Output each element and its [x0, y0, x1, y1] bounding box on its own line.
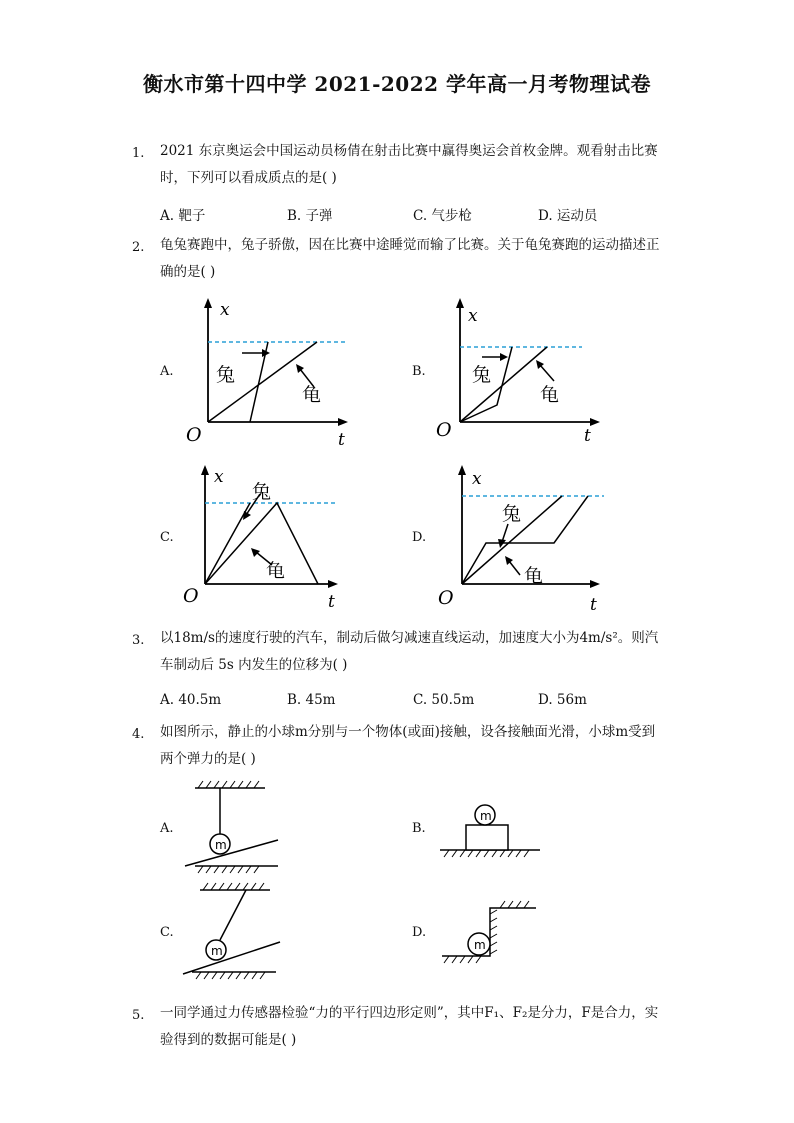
x-axis-arrow	[328, 580, 338, 588]
incline	[185, 840, 278, 866]
turtle-line	[205, 503, 318, 584]
ground-hatch	[196, 972, 265, 979]
y-axis-label: x	[220, 300, 230, 320]
turtle-label: 龟	[524, 565, 544, 587]
q4-label-c: C.	[160, 925, 174, 940]
q3-option-a: A. 40.5m	[160, 692, 222, 708]
y-axis-label: x	[468, 306, 478, 326]
turtle-label: 龟	[540, 384, 560, 406]
rabbit-pointer-arrow	[502, 524, 508, 542]
y-axis-arrow	[204, 298, 212, 308]
q2-graph-d	[432, 460, 612, 615]
block	[466, 825, 508, 850]
turtle-pointer-arrow	[540, 365, 554, 381]
q4-label-b: B.	[412, 821, 426, 836]
q3-option-b: B. 45m	[287, 692, 336, 708]
q4-label-d: D.	[412, 925, 427, 940]
q1-option-b: B. 子弹	[287, 208, 333, 224]
origin-label: O	[186, 424, 202, 446]
turtle-pointer-arrow	[509, 561, 520, 575]
q2-graph-a	[180, 295, 360, 450]
origin-label: O	[438, 587, 454, 609]
q3-option-c: C. 50.5m	[413, 692, 475, 708]
origin-label: O	[183, 585, 199, 607]
q2-label-c: C.	[160, 530, 174, 545]
q1-text: 2021 东京奥运会中国运动员杨倩在射击比赛中赢得奥运会首枚金牌。观看射击比赛时，下列可以看成质点的是( )	[160, 143, 658, 186]
ball-label: m	[211, 944, 223, 958]
q1-option-d: D. 运动员	[538, 208, 598, 224]
q4-figure-d	[436, 900, 546, 970]
ground-hatch	[198, 866, 259, 873]
q2-graph-c	[180, 460, 360, 615]
q1-option-a: A. 靶子	[160, 208, 206, 224]
rabbit-line	[205, 503, 250, 584]
turtle-label: 龟	[302, 384, 322, 406]
turtle-pointer-head	[251, 548, 260, 557]
x-axis-label: t	[584, 426, 591, 446]
x-axis-arrow	[338, 418, 348, 426]
rabbit-label: 兔	[216, 364, 236, 386]
y-axis-label: x	[472, 469, 482, 489]
x-axis-label: t	[338, 430, 345, 450]
y-axis-arrow	[201, 465, 209, 475]
q4-text: 如图所示，静止的小球m分别与一个物体(或面)接触，设各接触面光滑，小球m受到两个弹力的是( )	[160, 724, 656, 767]
q3-number: 3.	[132, 633, 145, 648]
x-axis-arrow	[590, 580, 600, 588]
q2-label-d: D.	[412, 530, 427, 545]
ground-hatch	[444, 956, 481, 963]
turtle-label: 龟	[266, 560, 286, 582]
ball-label: m	[215, 838, 227, 852]
ceiling-hatch	[203, 883, 264, 890]
x-axis-label: t	[328, 592, 335, 612]
y-axis-arrow	[456, 298, 464, 308]
rabbit-label: 兔	[472, 364, 492, 386]
rabbit-label: 兔	[502, 503, 522, 525]
q2-number: 2.	[132, 240, 145, 255]
rabbit-label: 兔	[252, 481, 272, 503]
q2-label-a: A.	[160, 364, 174, 379]
q3-option-d: D. 56m	[538, 692, 587, 708]
ball-label: m	[474, 938, 486, 952]
q4-figure-a	[180, 778, 290, 878]
y-axis-label: x	[214, 467, 224, 487]
q3-text: 以18m/s的速度行驶的汽车，制动后做匀减速直线运动，加速度大小为4m/s²。则汽车制动后 5s 内发生的位移为( )	[160, 630, 659, 673]
string	[220, 890, 246, 940]
incline	[183, 942, 280, 974]
ground-hatch	[444, 850, 529, 857]
q4-figure-b	[436, 795, 546, 860]
x-axis-arrow	[590, 418, 600, 426]
q4-number: 4.	[132, 727, 145, 742]
wall-hatch	[490, 901, 529, 954]
q1-number: 1.	[132, 146, 145, 161]
ceiling-hatch	[198, 781, 259, 788]
q1-option-c: C. 气步枪	[413, 208, 472, 224]
q2-text: 龟兔赛跑中，兔子骄傲，因在比赛中途睡觉而输了比赛。关于龟兔赛跑的运动描述正确的是( )	[160, 237, 660, 280]
q5-number: 5.	[132, 1008, 145, 1023]
x-axis-label: t	[590, 595, 597, 615]
ball-label: m	[480, 809, 492, 823]
q2-graph-b	[432, 295, 612, 450]
y-axis-arrow	[458, 465, 466, 475]
origin-label: O	[436, 419, 452, 441]
page-title: 衡水市第十四中学 2021-2022 学年高一月考物理试卷	[142, 72, 652, 96]
q2-label-b: B.	[412, 364, 426, 379]
rabbit-pointer-head	[500, 353, 508, 361]
q4-label-a: A.	[160, 821, 174, 836]
q4-figure-c	[180, 882, 290, 982]
q5-text: 一同学通过力传感器检验“力的平行四边形定则”，其中F₁、F₂是分力，F是合力，实验得到的数据可能是( )	[160, 1005, 659, 1048]
